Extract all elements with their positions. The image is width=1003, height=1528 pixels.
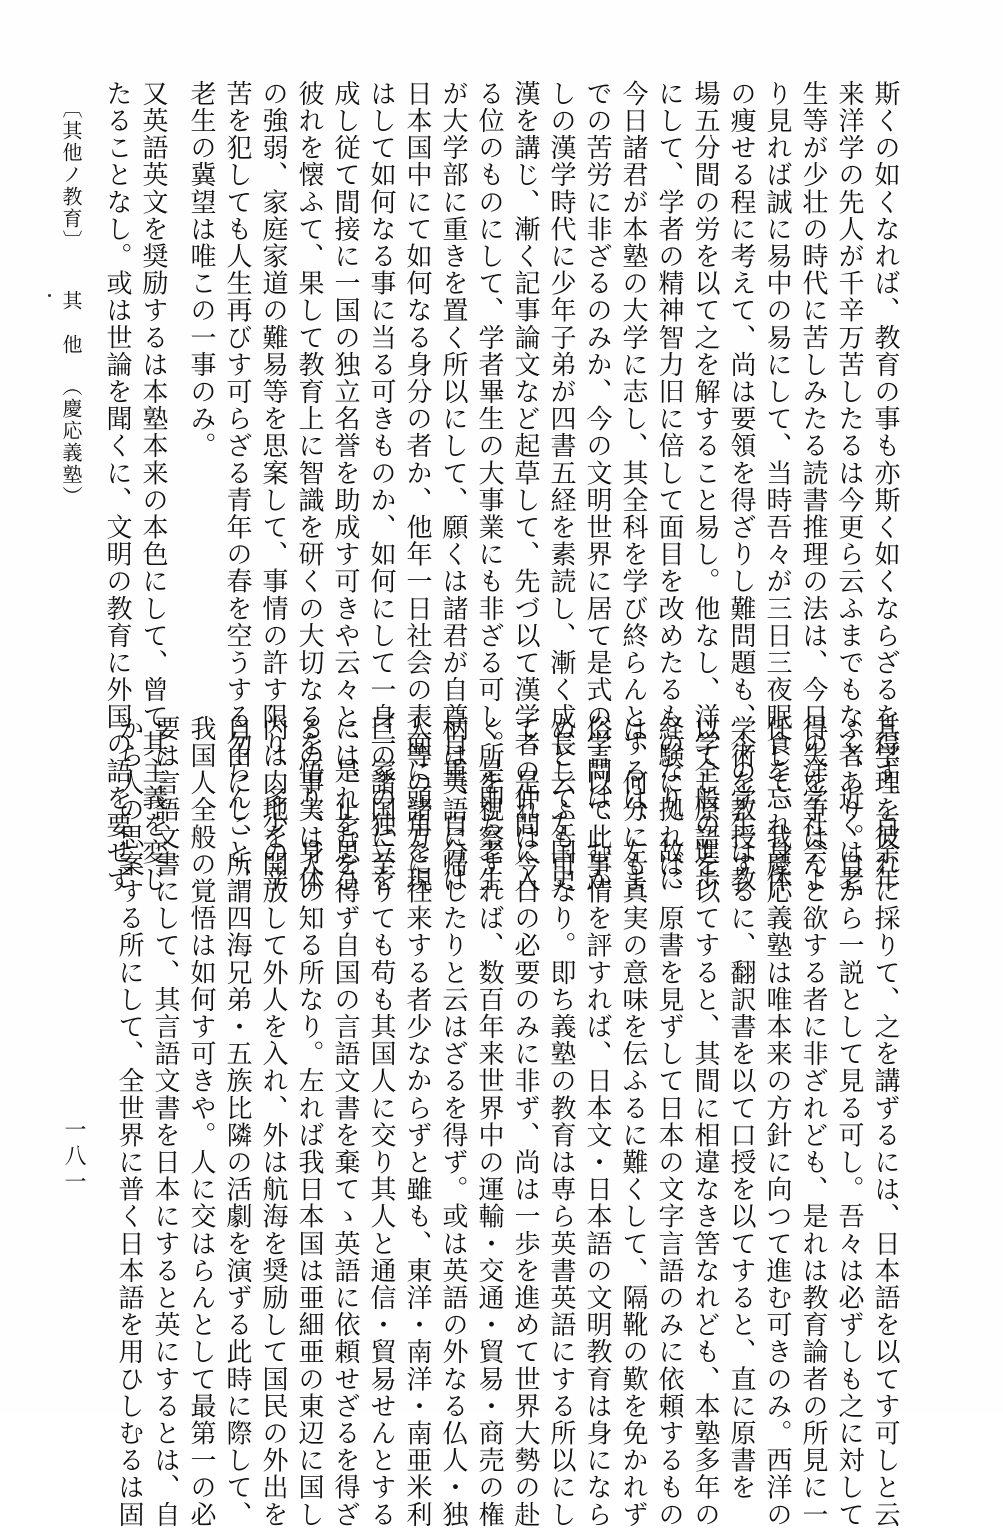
text-column: 以てし原語を以てすると、其間に相違なき筈なれども、本塾多年の bbox=[690, 715, 720, 1528]
text-column: たることなし。或は世論を聞くに、文明の教育に外国の語を要せず bbox=[102, 80, 132, 893]
text-column: 彼れを懐ふて、果して教育上に智識を研くの大切なるを悟り、身体 bbox=[294, 80, 324, 893]
print-speck bbox=[48, 294, 51, 297]
text-column: 自由にし、所謂四海兄弟・五族比隣の活劇を演ずる此時に際して、 bbox=[222, 715, 252, 1528]
text-column: 場五分間の労を以て之を解すること易し。他なし、洋学全般の進歩 bbox=[690, 80, 720, 893]
text-column: 漢を講じ、漸く記事論文など起草して、先づ以て漢学者の仲間に入 bbox=[510, 80, 540, 893]
text-column: にして、学者の精神智力旧に倍して面目を改めたるものなり。故に bbox=[654, 80, 684, 893]
text-column: 我国人全般の覚悟は如何す可きや。人に交はらんとして最第一の必 bbox=[186, 715, 216, 1528]
text-column: 生等が少壮の時代に苦しみたる読書推理の法は、今日の洋学社会よ bbox=[798, 80, 828, 893]
text-column: ぬと云ふも可なり。即ち義塾の教育は専ら英書英語にする所以にし bbox=[546, 715, 576, 1528]
text-column: て、是れは今日の必要のみに非ず、尚は一歩を進めて世界大勢の赴 bbox=[510, 715, 540, 1528]
text-column: しの漢学時代に少年子弟が四書五経を素読し、漸く成長して左国史 bbox=[546, 80, 576, 893]
text-column: が大学部に重きを置く所以にして、願くは諸君が自尊自重、自分は bbox=[438, 80, 468, 893]
text-column: 学術を教授するに、翻訳書を以て口授を以てすると、直に原書を bbox=[726, 715, 756, 1501]
text-column: 又英語英文を奨励するは本塾本来の本色にして、曾て其主義を変じ bbox=[138, 80, 168, 893]
text-column: 得失を争はんと欲する者に非ざれども、是れは教育論者の所見に一 bbox=[798, 715, 828, 1528]
text-column: 柄は英語に帰したりと云はざるを得ず。或は英語の外なる仏人・独 bbox=[438, 715, 468, 1528]
text-column: 日本国中にて如何なる身分の者か、他年一日社会の表面に頭角を現 bbox=[402, 80, 432, 893]
text-column: はして如何なる事に当る可きものか、如何にして一身一家の独立を bbox=[366, 80, 396, 893]
text-column: 老生の冀望は唯この一事のみ。 bbox=[186, 80, 216, 460]
text-column: 其学理を彼れに採りて、之を講ずるには、日本語を以てす可しと云 bbox=[870, 715, 900, 1528]
text-column: 経験に拠れば、原書を見ずして日本の文字言語のみに依頼するもの bbox=[654, 715, 684, 1528]
running-header-section: 〔其他ノ教育〕 bbox=[59, 98, 83, 252]
text-column: 来洋学の先人が千辛万苦したるは今更ら云ふまでもなく、近くは老 bbox=[834, 80, 864, 893]
text-column: る位のものにして、学者畢生の大事業にも非ざる可し。是即ち老生 bbox=[474, 80, 504, 893]
text-column: 人等の諸方に往来する者少なからずと雖も、東洋・南洋・南亜米利 bbox=[402, 715, 432, 1528]
text-column: の痩せる程に考えて、尚は要領を得ざりし難問題も、今の学生は教 bbox=[726, 80, 756, 893]
text-column: 内は内地を開放して外人を入れ、外は航海を奨励して国民の外出を bbox=[258, 715, 288, 1528]
text-column: は、何分にも真実の意味を伝ふるに難くして、隔靴の歎を免かれず bbox=[618, 715, 648, 1528]
text-column: 苦を犯しても人生再びす可らざる青年の春を空うする勿らんこと、 bbox=[222, 80, 252, 893]
text-column: り見れば誠に易中の易にして、当時吾々が三日三夜眠食を忘れ身体 bbox=[762, 80, 792, 893]
text-column: 要は言語文書にして、其言語文書を日本にすると英にするとは、自 bbox=[150, 715, 180, 1528]
text-column: 俗言以て此事情を評すれば、日本文・日本語の文明教育は身になら bbox=[582, 715, 612, 1528]
text-column: ふ者あり。自から一説として見る可し。吾々は必ずしも之に対して bbox=[834, 715, 864, 1528]
text-column: での苦労に非ざるのみか、今の文明世界に居て是式の学問は、むか bbox=[582, 80, 612, 893]
text-column: るの事実は人の知る所なり。左れば我日本国は亜細亜の東辺に国し bbox=[294, 715, 324, 1528]
text-column: く所を視察すれば、数百年来世界中の運輸・交通・貿易・商売の権 bbox=[474, 715, 504, 1528]
text-column: 斯くの如くなれば、教育の事も亦斯く如くならざるを得ず。百余年 bbox=[870, 80, 900, 893]
running-header-title: 其 他 bbox=[59, 290, 83, 356]
text-column: には、止むを得ず自国の言語文書を棄てゝ英語に依頼せざるを得ざ bbox=[330, 715, 360, 1528]
text-column: 成し従て間接に一国の独立名誉を助成す可きや云々と、是れを思ひ bbox=[330, 80, 360, 893]
page-number: 一八一 bbox=[61, 1118, 86, 1196]
text-column: 巨の諸国に至りても苟も其国人に交り其人と通信・貿易せんとする bbox=[366, 715, 396, 1528]
text-column: 今日諸君が本塾の大学に志し、其全科を学び終らんとするは、左ま bbox=[618, 80, 648, 893]
text-column: 任して、我慶応義塾は唯本来の方針に向つて進む可きのみ。西洋の bbox=[762, 715, 792, 1528]
running-header-source: （慶応義塾） bbox=[59, 376, 83, 508]
text-column: の強弱、家庭家道の難易等を思案して、事情の許す限り、多少の辛 bbox=[258, 80, 288, 893]
text-column: から人の思案する所にして、全世界に普く日本語を用ひしむるは固 bbox=[114, 715, 144, 1528]
